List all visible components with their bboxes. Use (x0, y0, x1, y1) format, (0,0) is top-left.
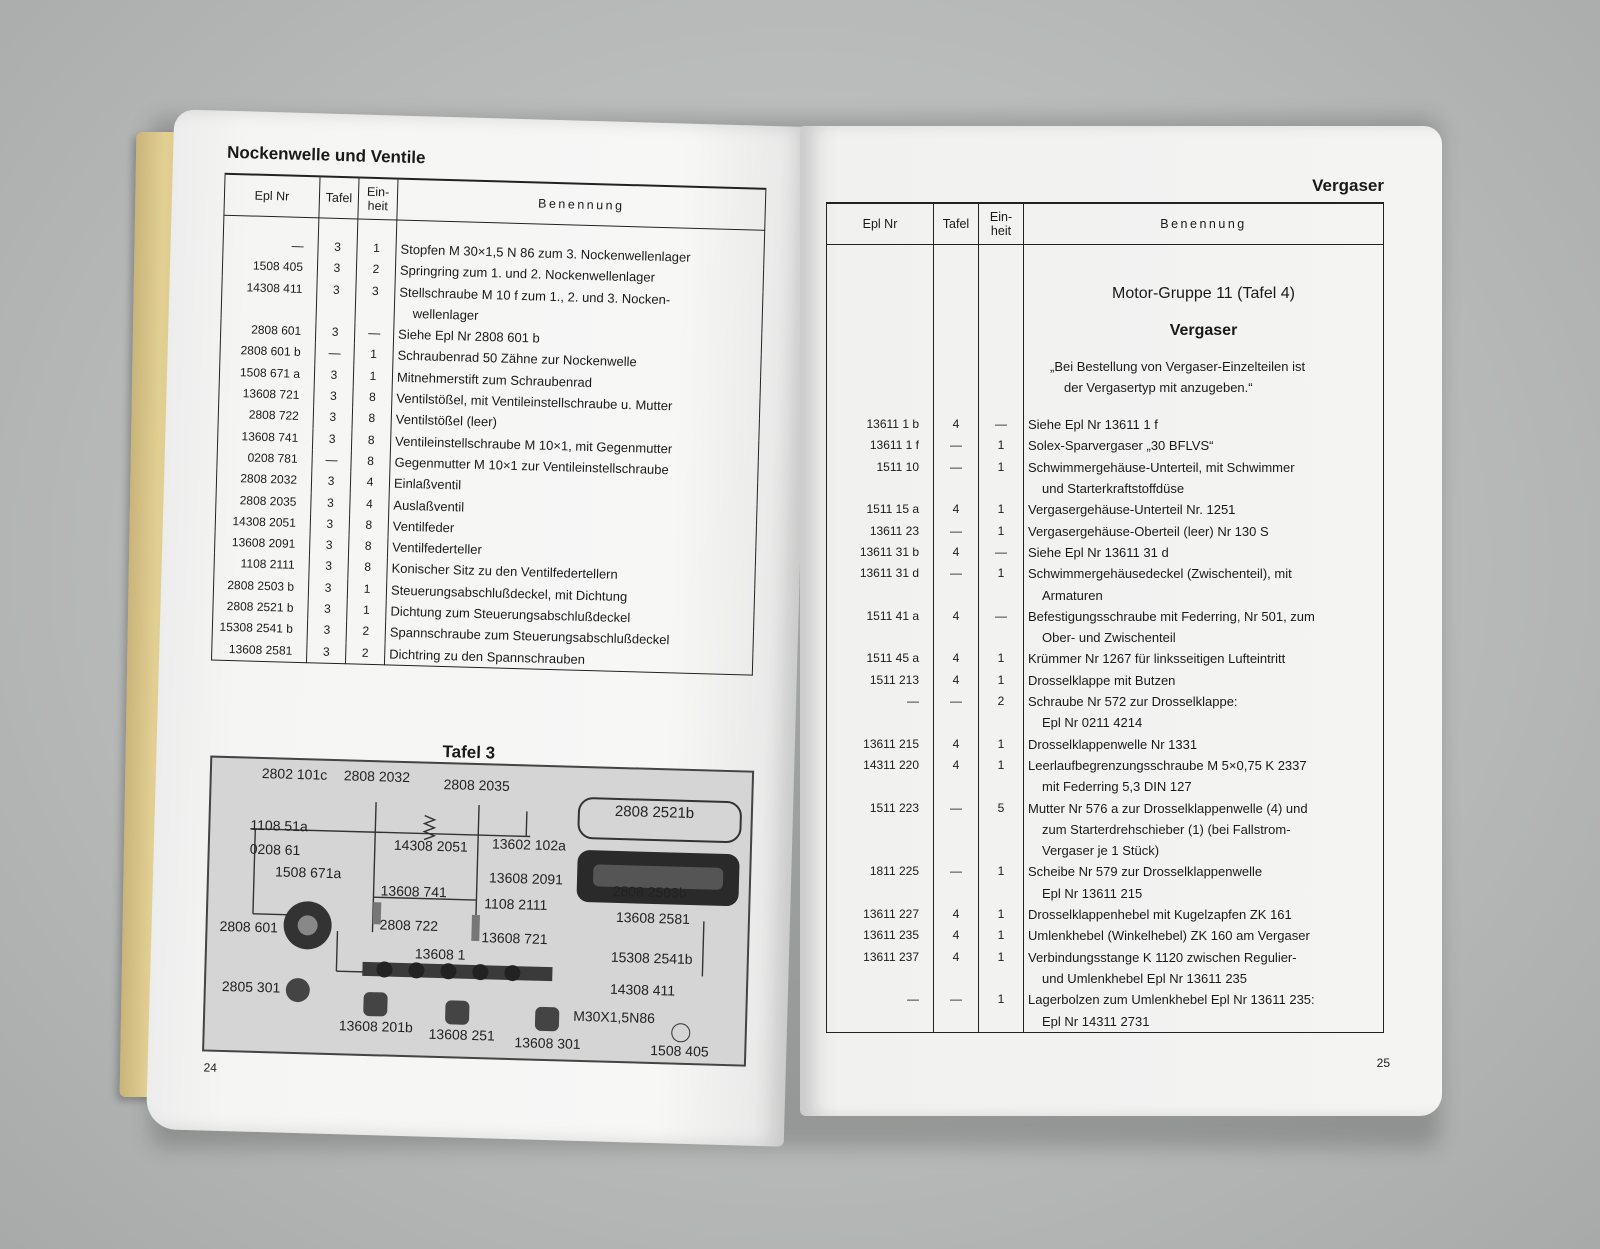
table-row (827, 989, 1384, 1032)
right-page-heading: Vergaser (1312, 176, 1384, 195)
cell-tafel: 3 (311, 471, 351, 493)
cell-epl-nr: 2808 2503 b (213, 574, 309, 598)
cell-epl-nr: 2808 722 (218, 404, 314, 428)
diagram-part-label: 13602 102a (491, 835, 567, 854)
cell-tafel: 4 (934, 499, 979, 520)
left-parts-table (211, 173, 766, 676)
cell-epl-nr: 13608 2581 (212, 638, 308, 662)
cell-einheit: 2 (346, 621, 386, 643)
diagram-part-label: 2802 101c (261, 764, 328, 783)
table-row (827, 798, 1384, 862)
cell-benennung (1024, 414, 1384, 435)
col-benennung: Benennung (1024, 203, 1384, 245)
diagram-part-label: 1508 405 (650, 1041, 709, 1060)
cell-epl-nr: 14308 2051 (215, 510, 311, 534)
cell-benennung (1024, 670, 1384, 691)
benennung-line: Vergasergehäuse-Unterteil Nr. 1251 (1028, 502, 1236, 518)
col-tafel: Tafel (319, 176, 359, 219)
cell-tafel: 3 (318, 218, 358, 259)
cell-einheit: 5 (979, 798, 1024, 862)
table-row (827, 947, 1384, 990)
table-row (827, 414, 1384, 435)
cell-epl-nr: 1108 2111 (214, 553, 310, 577)
benennung-line: Armaturen (1042, 587, 1103, 603)
cell-epl-nr: 1511 223 (827, 798, 934, 862)
left-table-body (212, 215, 765, 675)
table-row (827, 904, 1384, 925)
cell-einheit: — (979, 414, 1024, 435)
cell-einheit: — (979, 606, 1024, 649)
benennung-line: Ventilfederteller (392, 539, 483, 558)
left-page (146, 109, 812, 1146)
cell-tafel: — (934, 691, 979, 734)
cell-epl-nr: 14308 411 (221, 276, 317, 321)
benennung-line: Leerlaufbegrenzungsschraube M 5×0,75 K 2337 (1028, 757, 1307, 773)
cell-epl-nr: 1811 225 (827, 861, 934, 904)
diagram-part-label: 15308 2541b (610, 948, 693, 968)
cell-epl-nr: 1511 41 a (827, 606, 934, 649)
cell-epl-nr: 2808 2032 (216, 468, 312, 492)
benennung-line: Ober- und Zwischenteil (1042, 630, 1176, 646)
cell-tafel: — (934, 435, 979, 456)
benennung-line: Konischer Sitz zu den Ventilfedertellern (391, 560, 618, 583)
diagram-part-label: 2808 2035 (443, 776, 511, 794)
cell-einheit: 1 (347, 578, 387, 600)
table-row (827, 542, 1384, 563)
benennung-line: wellenlager (412, 305, 479, 323)
cell-einheit: 1 (347, 599, 387, 621)
cell-einheit: 1 (979, 521, 1024, 542)
diagram-part-label: 1108 2111 (484, 895, 548, 914)
cell-einheit: 8 (351, 450, 391, 472)
cell-benennung (1024, 925, 1384, 946)
benennung-line: Ventilstößel, mit Ventileinstellschraube u. Mutter (396, 390, 673, 414)
cell-tafel: 3 (316, 279, 356, 323)
cell-einheit: 1 (357, 219, 397, 260)
benennung-line: Scheibe Nr 579 zur Drosselklappenwelle (1028, 864, 1263, 880)
cell-tafel: 3 (315, 322, 355, 344)
cell-einheit: — (979, 542, 1024, 563)
cell-einheit: 1 (979, 499, 1024, 520)
cell-einheit: 1 (979, 457, 1024, 500)
cell-epl-nr: 14311 220 (827, 755, 934, 798)
cell-epl-nr: 2808 2035 (216, 489, 312, 513)
benennung-line: Dichtung zum Steuerungsabschlußdeckel (390, 603, 631, 626)
benennung-line: Siehe Epl Nr 2808 601 b (397, 326, 540, 346)
cell-epl-nr: — (827, 989, 934, 1032)
benennung-line: Lagerbolzen zum Umlenkhebel Epl Nr 13611 235: (1028, 992, 1315, 1008)
cell-einheit: 4 (350, 472, 390, 494)
tafel-title: Tafel 3 (442, 742, 496, 763)
cell-einheit: 1 (979, 989, 1024, 1032)
diagram-part-label: 2808 601 (219, 917, 279, 936)
cell-epl-nr: — (223, 215, 319, 257)
diagram-part-label: 1108 51a (250, 816, 308, 835)
col-epl-nr: Epl Nr (827, 203, 934, 245)
benennung-line: mit Federring 5,3 DIN 127 (1042, 779, 1192, 795)
table-row (827, 670, 1384, 691)
cell-einheit: 3 (355, 280, 395, 324)
cell-tafel: 4 (934, 648, 979, 669)
col-einheit: Ein- heit (979, 203, 1024, 245)
right-table-body (827, 245, 1384, 1033)
table-row (827, 499, 1384, 520)
cell-tafel: — (312, 449, 352, 471)
benennung-line: Epl Nr 0211 4214 (1042, 715, 1143, 731)
table-row (827, 755, 1384, 798)
cell-tafel: — (934, 798, 979, 862)
cell-epl-nr: 15308 2541 b (212, 617, 308, 641)
cell-einheit: 4 (350, 493, 390, 515)
cell-tafel: 4 (934, 734, 979, 755)
table-row (827, 648, 1384, 669)
cell-epl-nr: 13611 1 f (827, 435, 934, 456)
benennung-line: und Umlenkhebel Epl Nr 13611 235 (1042, 970, 1248, 986)
parts-diagram (202, 756, 754, 1067)
benennung-line: Siehe Epl Nr 13611 31 d (1028, 544, 1169, 560)
cell-einheit: 8 (352, 408, 392, 430)
group-note-line: der Vergasertyp mit anzugeben.“ (1064, 379, 1253, 395)
benennung-line: Siehe Epl Nr 13611 1 f (1028, 417, 1158, 433)
diagram-part-label: 1508 671a (274, 863, 342, 882)
table-row (827, 521, 1384, 542)
cell-epl-nr: 1511 10 (827, 457, 934, 500)
cell-tafel: 3 (307, 620, 347, 642)
cell-epl-nr: 13611 1 b (827, 414, 934, 435)
table-row (827, 563, 1384, 606)
benennung-line: Epl Nr 13611 215 (1042, 885, 1143, 901)
cell-benennung (1024, 734, 1384, 755)
diagram-part-label: 13608 251 (428, 1025, 496, 1044)
cell-tafel: 3 (308, 598, 348, 620)
group-title: Motor-Gruppe 11 (Tafel 4) (1112, 285, 1295, 302)
cell-einheit: 1 (979, 947, 1024, 990)
cell-einheit: 1 (979, 925, 1024, 946)
cell-tafel: 3 (312, 428, 352, 450)
col-tafel: Tafel (934, 203, 979, 245)
cell-epl-nr: 13611 227 (827, 904, 934, 925)
cell-epl-nr: 1508 405 (222, 255, 318, 279)
cell-benennung (1024, 435, 1384, 456)
cell-tafel: 4 (934, 947, 979, 990)
diagram-part-label: 13608 1 (414, 945, 466, 963)
benennung-line: Epl Nr 14311 2731 (1042, 1013, 1150, 1029)
cell-einheit: 1 (979, 435, 1024, 456)
cell-benennung (1024, 947, 1384, 990)
benennung-line: Schraube Nr 572 zur Drosselklappe: (1028, 694, 1238, 710)
cell-einheit: 8 (353, 386, 393, 408)
col-epl-nr: Epl Nr (224, 174, 320, 218)
diagram-part-label: 13608 301 (514, 1034, 581, 1052)
benennung-line: Ventilstößel (leer) (395, 411, 498, 430)
benennung-line: Schraubenrad 50 Zähne zur Nockenwelle (397, 348, 637, 370)
benennung-line: zum Starterdrehschieber (1) (bei Fallstrom- (1042, 821, 1291, 837)
cell-tafel: 3 (306, 641, 346, 664)
cell-benennung (1024, 499, 1384, 520)
cell-epl-nr: 1511 45 a (827, 648, 934, 669)
cell-tafel: 3 (308, 577, 348, 599)
cell-tafel: 3 (313, 407, 353, 429)
benennung-line: Springring zum 1. und 2. Nockenwellenlager (399, 262, 656, 286)
diagram-part-label: 13608 201b (338, 1017, 414, 1036)
benennung-line: Schwimmergehäuse-Unterteil, mit Schwimmer (1028, 459, 1295, 475)
benennung-line: Solex-Sparvergaser „30 BFLVS“ (1028, 438, 1214, 454)
cell-epl-nr: — (827, 691, 934, 734)
benennung-line: Steuerungsabschlußdeckel, mit Dichtung (390, 582, 628, 604)
diagram-part-label: 14308 411 (609, 980, 676, 999)
cell-tafel: 3 (309, 534, 349, 556)
cell-tafel: 4 (934, 904, 979, 925)
cell-benennung (1024, 755, 1384, 798)
benennung-line: Befestigungsschraube mit Federring, Nr 501, zum (1028, 608, 1315, 624)
benennung-line: Einlaßventil (393, 475, 462, 493)
group-note-line: „Bei Bestellung von Vergaser-Einzelteilen ist (1050, 358, 1306, 374)
benennung-line: Vergasergehäuse-Oberteil (leer) Nr 130 S (1028, 523, 1269, 539)
cell-tafel: 3 (317, 258, 357, 280)
diagram-part-label: M30X1,5N86 (572, 1007, 656, 1027)
cell-epl-nr: 13611 23 (827, 521, 934, 542)
cell-benennung (1024, 606, 1384, 649)
cell-einheit: 8 (351, 429, 391, 451)
benennung-line: Vergaser je 1 Stück) (1042, 843, 1160, 859)
cell-tafel: 4 (934, 606, 979, 649)
diagram-part-label: 2808 722 (379, 916, 439, 934)
cell-benennung (1024, 457, 1384, 500)
cell-epl-nr: 0208 781 (217, 447, 313, 471)
benennung-line: Gegenmutter M 10×1 zur Ventileinstellschraube (394, 454, 669, 478)
diagram-part-label: 13608 721 (481, 929, 548, 948)
cell-tafel: 3 (309, 556, 349, 578)
cell-einheit: 8 (349, 514, 389, 536)
cell-epl-nr: 13608 721 (219, 383, 315, 407)
cell-benennung (1024, 563, 1384, 606)
table-row (827, 457, 1384, 500)
cell-benennung (1024, 648, 1384, 669)
benennung-line: Mitnehmerstift zum Schraubenrad (396, 369, 593, 390)
cell-einheit: 1 (979, 734, 1024, 755)
benennung-line: Krümmer Nr 1267 für linksseitigen Lufteintritt (1028, 651, 1286, 667)
group-subtitle: Vergaser (1169, 322, 1238, 340)
right-page (800, 126, 1442, 1116)
cell-tafel: 4 (934, 670, 979, 691)
cell-einheit: 1 (979, 755, 1024, 798)
diagram-part-label: 2808 2032 (343, 767, 411, 786)
benennung-line: Drosselklappenwelle Nr 1331 (1028, 736, 1198, 752)
cell-einheit: 2 (979, 691, 1024, 734)
cell-epl-nr: 1508 671 a (219, 361, 315, 385)
right-parts-table (826, 202, 1384, 1033)
cell-tafel: 4 (934, 542, 979, 563)
diagram-part-label: 2805 301 (221, 977, 281, 996)
table-row (827, 734, 1384, 755)
benennung-line: Mutter Nr 576 a zur Drosselklappenwelle (4) und (1028, 800, 1308, 816)
table-row (827, 435, 1384, 456)
cell-epl-nr: 13611 235 (827, 925, 934, 946)
table-row (827, 925, 1384, 946)
benennung-line: Dichtring zu den Spannschrauben (389, 646, 586, 667)
benennung-line: Ventilfeder (392, 518, 455, 536)
cell-einheit: 8 (348, 557, 388, 579)
cell-einheit: 1 (979, 670, 1024, 691)
cell-einheit: 1 (979, 904, 1024, 925)
benennung-line: Auslaßventil (393, 497, 465, 515)
benennung-line: Drosselklappenhebel mit Kugelzapfen ZK 161 (1028, 907, 1292, 923)
cell-epl-nr: 2808 601 (220, 319, 316, 343)
diagram-part-label: 13608 2581 (615, 908, 691, 927)
cell-epl-nr: 13608 2091 (214, 532, 310, 556)
cell-tafel: 4 (934, 925, 979, 946)
cell-epl-nr: 13611 237 (827, 947, 934, 990)
page-number-left: 24 (203, 1060, 218, 1075)
benennung-line: Stellschraube M 10 f zum 1., 2. und 3. Nocken- (399, 284, 671, 307)
cell-einheit: — (354, 323, 394, 345)
table-row (827, 606, 1384, 649)
col-benennung: Benennung (397, 179, 766, 231)
diagram-part-label: 13608 741 (380, 882, 448, 901)
cell-einheit: 1 (979, 563, 1024, 606)
left-page-heading: Nockenwelle und Ventile (226, 142, 426, 168)
cell-epl-nr: 13608 741 (217, 425, 313, 449)
cell-benennung (1024, 542, 1384, 563)
cell-tafel: — (934, 861, 979, 904)
cell-benennung (1024, 861, 1384, 904)
benennung-line: Ventileinstellschraube M 10×1, mit Gegenmutter (394, 433, 673, 456)
cell-einheit: 2 (345, 642, 385, 665)
page-number-right: 25 (1376, 1056, 1390, 1070)
diagram-part-label: 2808 2521b (614, 802, 695, 823)
cell-tafel: — (934, 457, 979, 500)
table-row (827, 691, 1384, 734)
diagram-part-label: 13608 2091 (488, 869, 564, 888)
group-note (1028, 356, 1379, 399)
diagram-part-label: 0208 61 (249, 840, 301, 859)
cell-tafel: 3 (310, 513, 350, 535)
col-einheit: Ein- heit (358, 177, 398, 220)
cell-tafel: 3 (314, 385, 354, 407)
cell-benennung (1024, 798, 1384, 862)
cell-tafel: 3 (314, 364, 354, 386)
diagram-part-label: 14308 2051 (393, 836, 469, 855)
cell-benennung (1024, 904, 1384, 925)
cell-epl-nr: 1511 213 (827, 670, 934, 691)
cell-einheit: 1 (979, 648, 1024, 669)
benennung-line: Schwimmergehäusedeckel (Zwischenteil), mit (1028, 566, 1292, 582)
table-row (827, 861, 1384, 904)
cell-einheit: 8 (348, 535, 388, 557)
benennung-line: Umlenkhebel (Winkelhebel) ZK 160 am Vergaser (1028, 928, 1310, 944)
cell-epl-nr: 1511 15 a (827, 499, 934, 520)
cell-tafel: — (934, 989, 979, 1032)
cell-epl-nr: 13611 215 (827, 734, 934, 755)
cell-epl-nr: 2808 2521 b (213, 596, 309, 620)
cell-benennung (1024, 691, 1384, 734)
benennung-line: Spannschraube zum Steuerungsabschlußdeckel (389, 624, 670, 648)
cell-benennung (1024, 521, 1384, 542)
benennung-line: Verbindungsstange K 1120 zwischen Regulier- (1028, 949, 1297, 965)
cell-einheit: 1 (353, 365, 393, 387)
cell-benennung (1024, 989, 1384, 1032)
group-header-row (827, 245, 1384, 415)
cell-tafel: 3 (311, 492, 351, 514)
cell-tafel: — (934, 563, 979, 606)
benennung-line: und Starterkraftstoffdüse (1042, 481, 1185, 497)
benennung-line: Drosselklappe mit Butzen (1028, 672, 1176, 688)
cell-einheit: 1 (354, 344, 394, 366)
cell-einheit: 2 (356, 259, 396, 281)
cell-epl-nr: 13611 31 b (827, 542, 934, 563)
cell-einheit: 1 (979, 861, 1024, 904)
cell-tafel: 4 (934, 755, 979, 798)
cell-epl-nr: 13611 31 d (827, 563, 934, 606)
cell-tafel: — (315, 343, 355, 365)
diagram-part-label: 2808 2503b (612, 882, 687, 901)
cell-epl-nr: 2808 601 b (220, 340, 316, 364)
benennung-line: Stopfen M 30×1,5 N 86 zum 3. Nockenwellenlager (400, 241, 691, 265)
cell-tafel: 4 (934, 414, 979, 435)
cell-tafel: — (934, 521, 979, 542)
